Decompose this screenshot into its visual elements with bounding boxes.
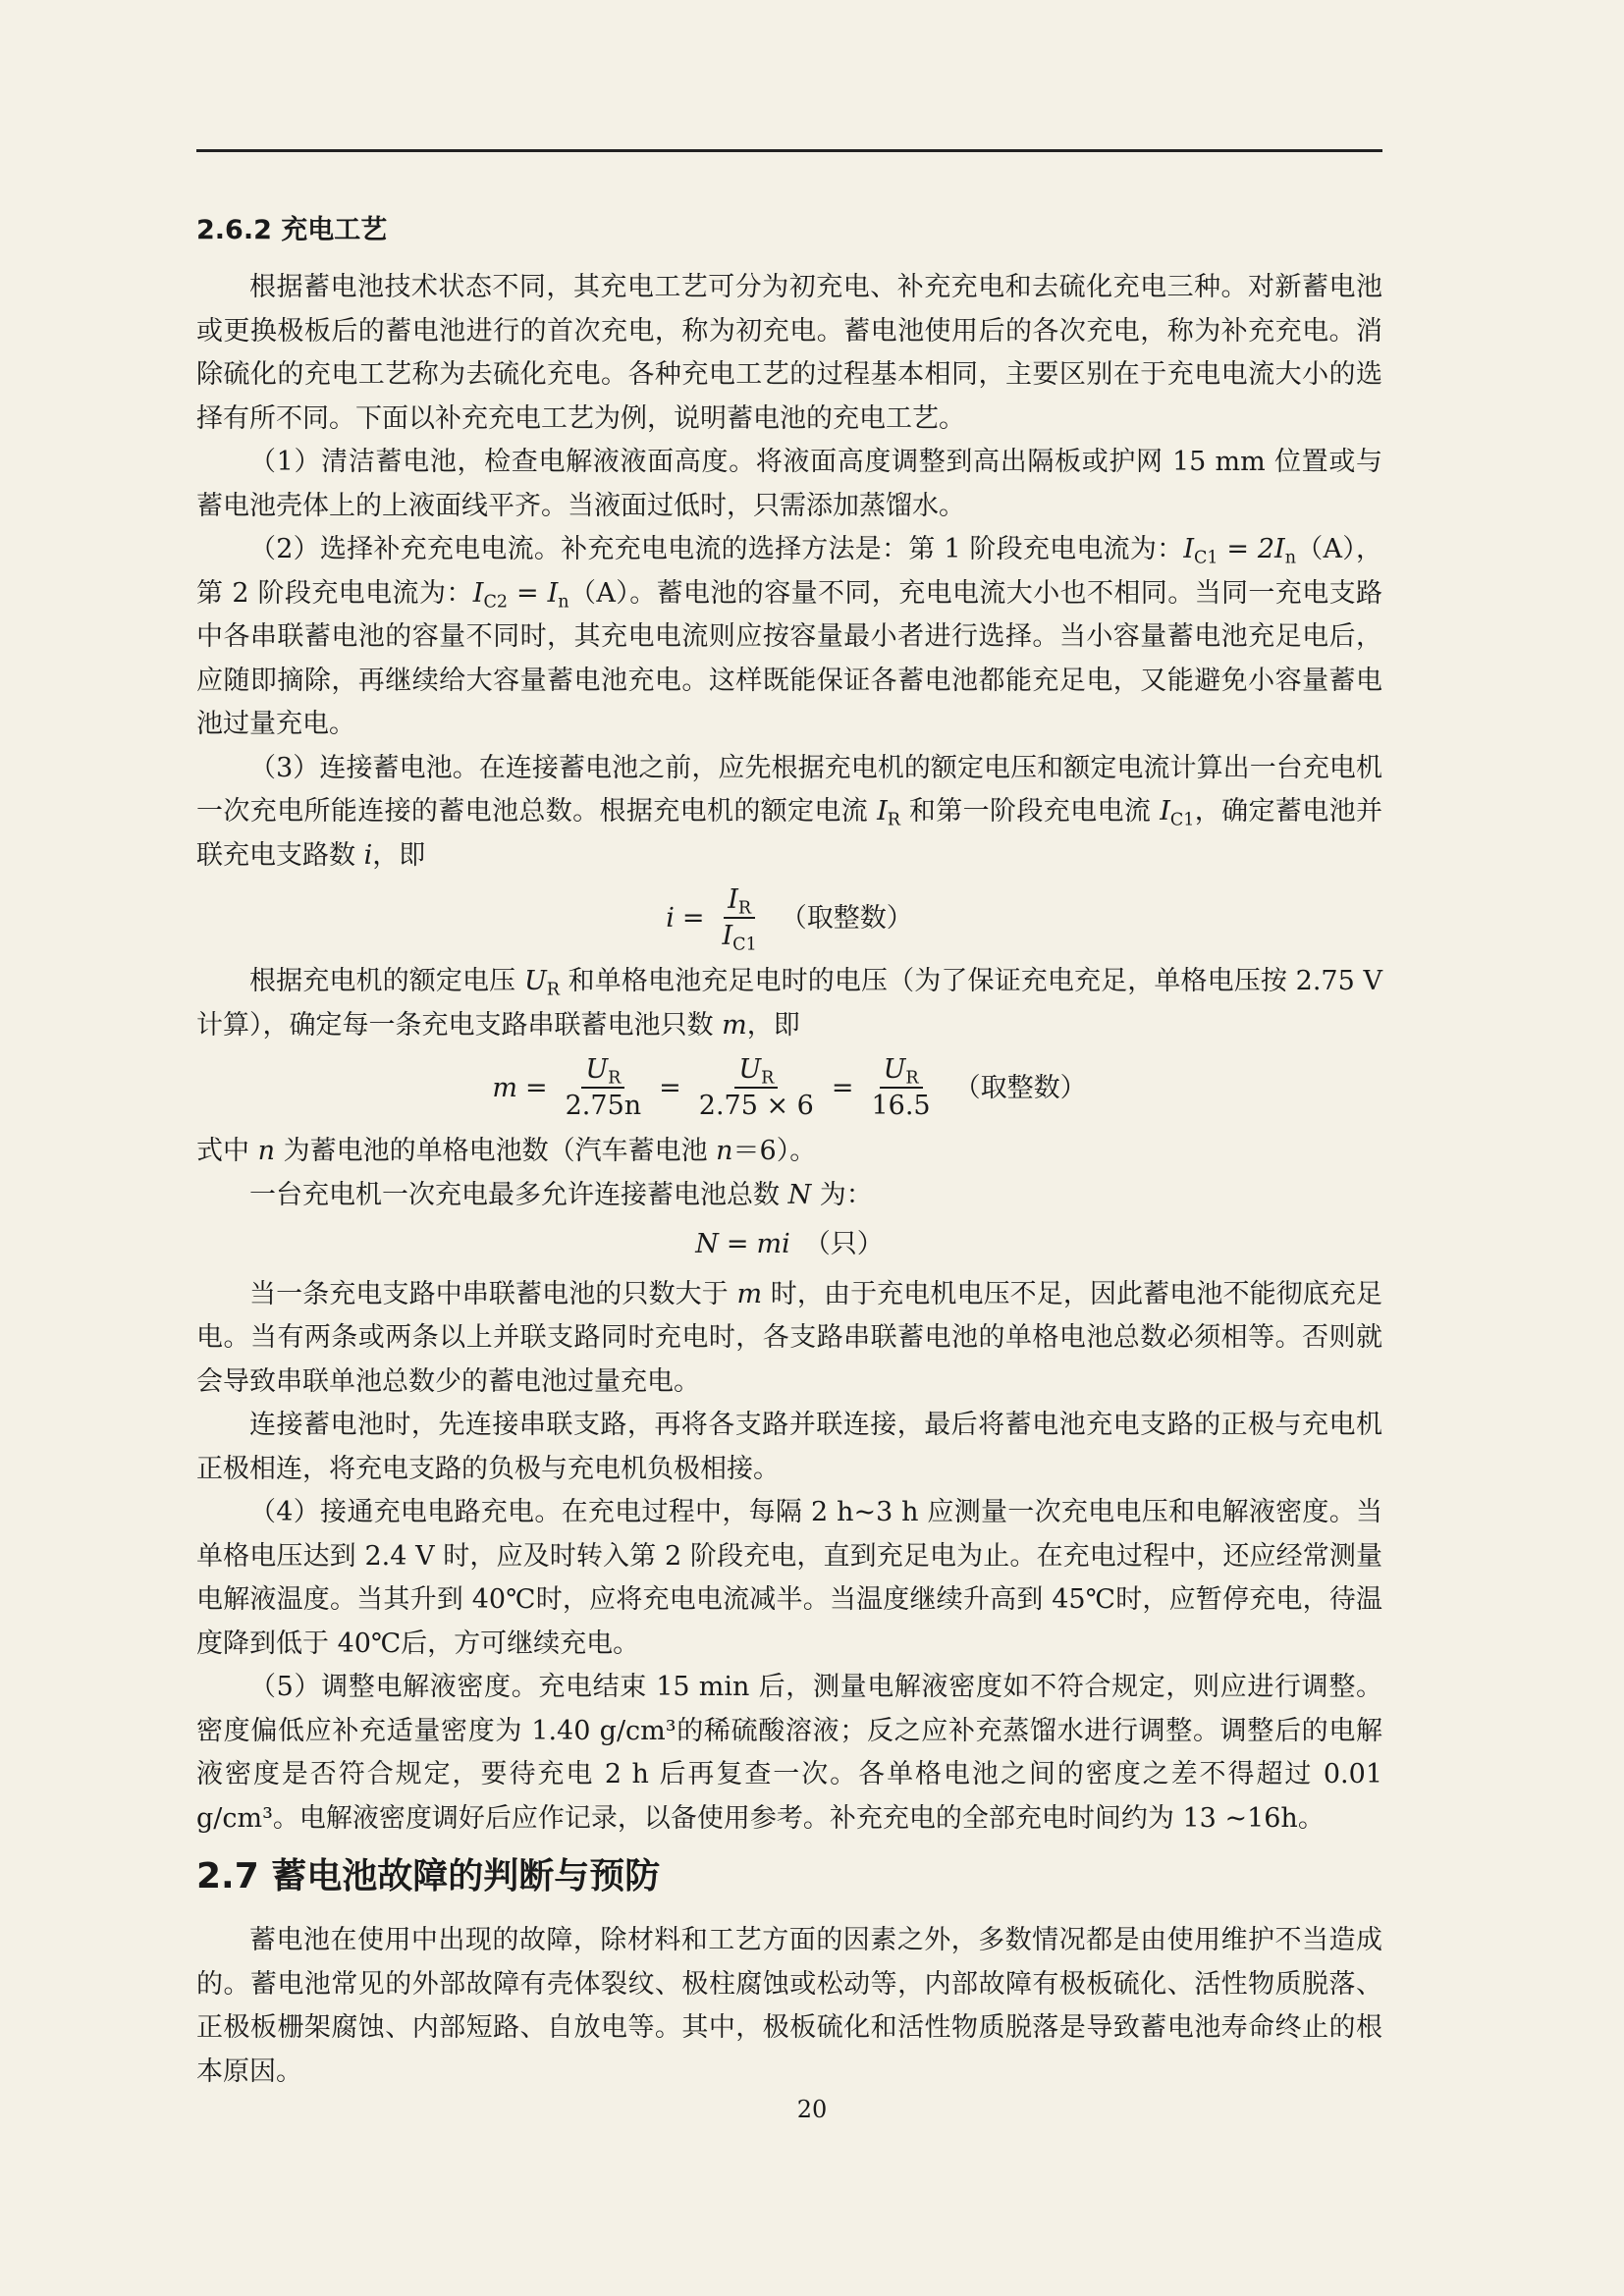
step1-paragraph: （1）清洁蓄电池，检查电解液液面高度。将液面高度调整到高出隔板或护网 15 mm 位置或与蓄电池壳体上的上液面线平齐。当液面过低时，只需添加蒸馏水。 xyxy=(196,447,1382,521)
step4-paragraph: （4）接通充电电路充电。在充电过程中，每隔 2 h~3 h 应测量一次充电电压和电解液密度。当单格电压达到 2.4 V 时，应及时转入第 2 阶段充电，直到充足电为止。在充电过程中，还应经常测量电解液温度。当其升到 40℃时，应将充电电流减半。当温度继续升高到 45℃时，应暂停充电，待温度降到低于 40℃后，方可继续充电。 xyxy=(196,1497,1382,1659)
header-rule xyxy=(196,149,1382,152)
equation-n xyxy=(196,1223,1382,1267)
eq2-lhs: m xyxy=(492,1072,517,1103)
eq2-numerator-1: $U_R$ xyxy=(581,1053,624,1089)
eq2-equals-3: = xyxy=(831,1072,854,1103)
eq1-numerator: $I_R$ xyxy=(724,883,755,919)
where-text-a: 式中 xyxy=(196,1136,258,1166)
section-2-7-body: 蓄电池在使用中出现的故障，除材料和工艺方面的因素之外，多数情况都是由使用维护不当造成的。蓄电池常见的外部故障有壳体裂纹、极柱腐蚀或松动等，内部故障有极板硫化、活性物质脱落、正极板栅架腐蚀、内部短路、自放电等。其中，极板硫化和活性物质脱落是导致蓄电池寿命终止的根本原因。 xyxy=(196,1925,1382,2087)
eq1-equals: = xyxy=(681,902,705,934)
voltage-text-a: 根据充电机的额定电压 xyxy=(249,966,524,996)
var-m-2: m xyxy=(736,1278,763,1309)
step3-text-a: （3）连接蓄电池。在连接蓄电池之前，应先根据充电机的额定电压和额定电流计算出一台充电机一次充电所能连接的蓄电池总数。根据充电机的额定电流 xyxy=(196,752,1382,827)
warning-text-a: 当一条充电支路中串联蓄电池的只数大于 xyxy=(249,1278,737,1309)
where-text-c: ＝6）。 xyxy=(732,1136,817,1166)
formula-2in: = $2I_n$ xyxy=(1226,534,1296,568)
eq3-note: （只） xyxy=(803,1229,884,1259)
eq1-note: （取整数） xyxy=(780,902,913,934)
var-i: i xyxy=(363,839,373,871)
var-ir: $I_R$ xyxy=(877,796,900,830)
formula-ic1: $I_{C1}$ xyxy=(1183,534,1218,568)
voltage-text-c: ，即 xyxy=(746,1009,800,1041)
section-heading-2-6-2: 2.6.2 充电工艺 xyxy=(196,215,388,245)
warning-text-b: 时，由于充电机电压不足，因此蓄电池不能彻底充足电。当有两条或两条以上并联支路同时充电时，各支路串联蓄电池的单格电池总数必须相等。否则就会导致串联单池总数少的蓄电池过量充电。 xyxy=(196,1278,1382,1397)
var-n-2: n xyxy=(716,1136,733,1166)
eq3-equals: = xyxy=(726,1229,749,1259)
step2-text-a: （2）选择补充充电电流。补充充电电流的选择方法是：第 1 阶段充电电流为： xyxy=(249,534,1184,564)
formula-in: = $I_n$ xyxy=(516,577,569,612)
eq2-numerator-2: $U_R$ xyxy=(734,1053,778,1089)
voltage-paragraph xyxy=(196,960,1382,1047)
step2-text-c: 。蓄电池的容量不同，充电电流大小也不相同。当同一充电支路中各串联蓄电池的容量不同时，其充电电流则应按容量最小者进行选择。当小容量蓄电池充足电后，应随即摘除，再继续给大容量蓄电池充电。这样既能保证各蓄电池都能充足电，又能避免小容量蓄电池过量充电。 xyxy=(196,577,1383,739)
step2-paragraph xyxy=(196,528,1382,747)
var-n-total: N xyxy=(787,1179,812,1210)
max-total-text-a: 一台充电机一次充电最多允许连接蓄电池总数 xyxy=(249,1179,788,1210)
eq2-numerator-3: $U_R$ xyxy=(880,1053,923,1089)
eq1-lhs: i xyxy=(666,902,675,934)
eq1-fraction xyxy=(719,883,761,954)
eq2-note: （取整数） xyxy=(953,1072,1087,1103)
page-number: 20 xyxy=(796,2096,828,2123)
step5-paragraph: （5）调整电解液密度。充电结束 15 min 后，测量电解液密度如不符合规定，则应进行调整。密度偏低应补充适量密度为 1.40 g/cm³的稀硫酸溶液；反之应补充蒸馏水进行调整。调整后的电解液密度是否符合规定，要待充电 2 h 后再复查一次。各单格电池之间的密度之差不得超过 0.01 g/cm³。电解液密度调好后应作记录，以备使用参考。补充充电的全部充电时间约为 13 ~16h。 xyxy=(196,1672,1382,1834)
eq2-denominator-1: 2.75n xyxy=(565,1091,642,1121)
eq2-equals-1: = xyxy=(525,1072,548,1103)
connect-paragraph: 连接蓄电池时，先连接串联支路，再将各支路并联连接，最后将蓄电池充电支路的正极与充电机正极相连，将充电支路的负极与充电机负极相接。 xyxy=(196,1410,1382,1484)
intro-paragraph: 根据蓄电池技术状态不同，其充电工艺可分为初充电、补充充电和去硫化充电三种。对新蓄电池或更换极板后的蓄电池进行的首次充电，称为初充电。蓄电池使用后的各次充电，称为补充充电。消除硫化的充电工艺称为去硫化充电。各种充电工艺的过程基本相同，主要区别在于充电电流大小的选择有所不同。下面以补充充电工艺为例，说明蓄电池的充电工艺。 xyxy=(196,272,1382,434)
formula-ic2: $I_{C2}$ xyxy=(472,577,509,612)
eq1-denominator: $I_{C1}$ xyxy=(722,921,757,955)
section-heading-2-7: 2.7 蓄电池故障的判断与预防 xyxy=(196,1856,661,1896)
voltage-text-b: 和单格电池充足电时的电压（为了保证充电充足，单格电压按 2.75 V 计算），确定每一条充电支路串联蓄电池只数 xyxy=(196,966,1382,1041)
eq3-lhs: N xyxy=(695,1229,719,1259)
unit-a-1: （A） xyxy=(1296,534,1356,564)
var-m: m xyxy=(722,1009,747,1041)
eq2-fraction-2 xyxy=(695,1053,818,1124)
page-content xyxy=(196,201,1382,2094)
var-n: n xyxy=(257,1136,275,1166)
eq2-denominator-2: 2.75 × 6 xyxy=(698,1091,814,1121)
eq2-fraction-1 xyxy=(562,1053,646,1124)
var-ic1: $I_{C1}$ xyxy=(1160,796,1195,830)
step2-text-b: ，第 2 阶段充电电流为： xyxy=(196,534,1382,609)
where-paragraph xyxy=(196,1130,1382,1174)
warning-paragraph xyxy=(196,1273,1382,1405)
unit-a-2: （A） xyxy=(568,577,630,609)
max-total-paragraph xyxy=(196,1174,1382,1218)
where-text-b: 为蓄电池的单格电池数（汽车蓄电池 xyxy=(274,1136,717,1166)
max-total-text-b: 为： xyxy=(811,1179,873,1210)
step3-text-c: ，确定蓄电池并联充电支路数 xyxy=(196,796,1383,871)
var-ur: $U_R$ xyxy=(523,966,560,1000)
equation-m xyxy=(196,1053,1382,1124)
step3-paragraph xyxy=(196,747,1382,879)
step3-text-d: ，即 xyxy=(372,839,426,871)
equation-i xyxy=(196,883,1382,954)
eq2-fraction-3 xyxy=(867,1053,934,1124)
step3-text-b: 和第一阶段充电电流 xyxy=(899,796,1161,827)
eq2-denominator-3: 16.5 xyxy=(871,1091,931,1121)
eq3-rhs: mi xyxy=(756,1229,790,1259)
eq2-equals-2: = xyxy=(659,1072,681,1103)
